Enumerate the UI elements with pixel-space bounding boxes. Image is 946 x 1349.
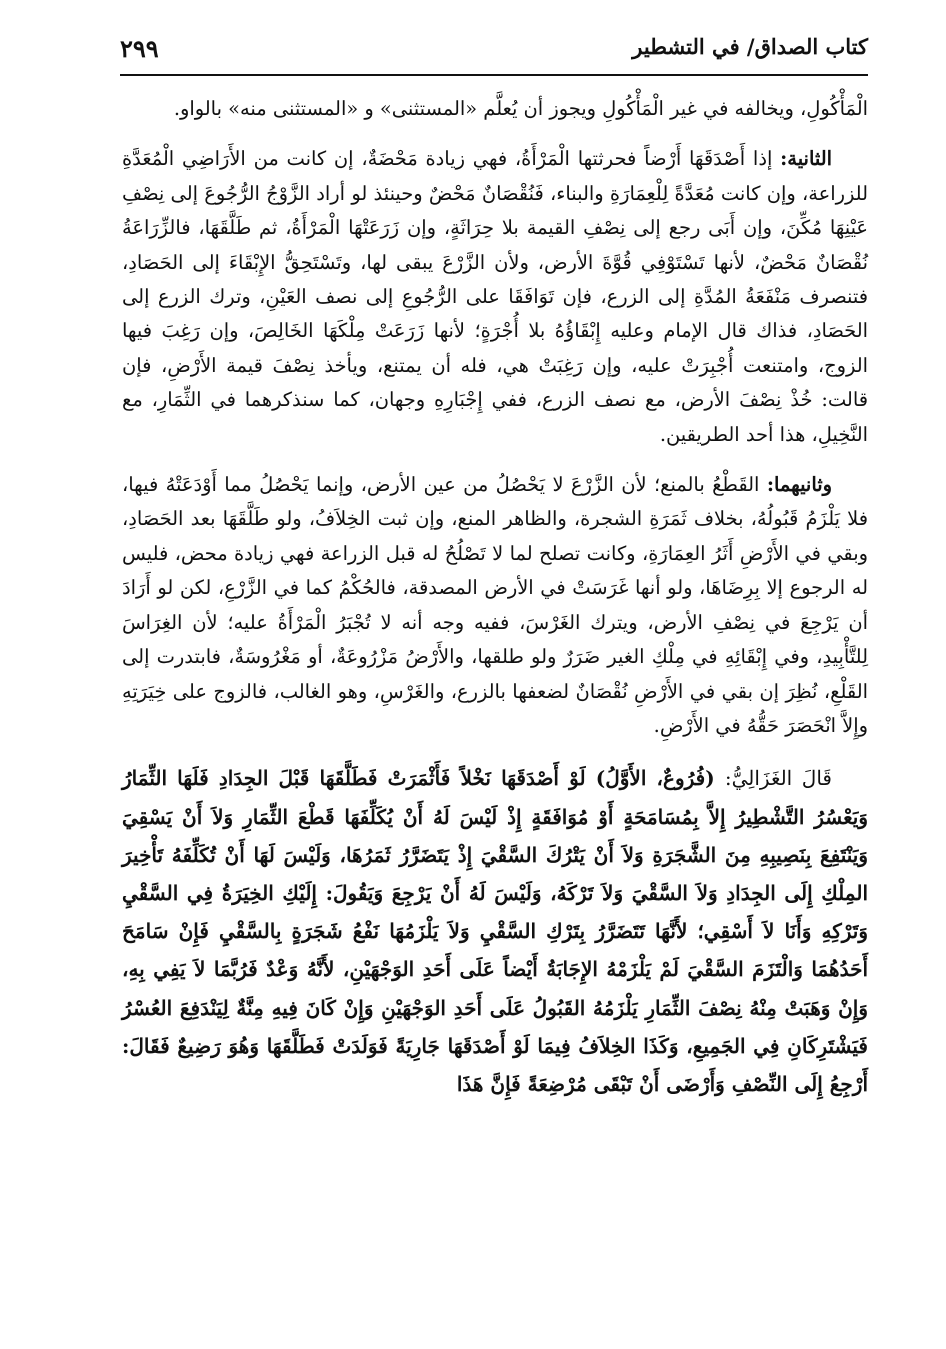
paragraph-second-method bbox=[122, 468, 868, 743]
paragraph-gap bbox=[122, 126, 868, 142]
paragraph-text: (فُرُوعٌ، الأَوَّلُ) لَوْ أَصْدَقَهَا نَخْلاً فَأَثْمَرَتْ فَطَلَّقَهَا قَبْلَ الجِدَادِ فَلَهَا الثِّمَارُ وَيَعْسُرُ التَّشْطِيرُ إِلاَّ بِمُسَامَحَةٍ أَوْ مُوَافَقَةٍ إِذْ لَيْسَ لَهُ أَنْ يُكَلِّفَهَا قَطْعَ الثِّمَارِ وَلاَ أَنْ يَسْقِيَ وَيَنْتَفِعَ بِنَصِيبِهِ مِنَ الشَّجَرَةِ وَلاَ أَنْ يَتْرُكَ السَّقْيَ إِذْ يَتَضَرَّرُ ثَمَرُهَا، وَلَيْسَ لَهَا أَنْ تُكَلِّفَهُ تَأْخِيرَ المِلْكِ إِلَى الجِدَادِ وَلاَ السَّقْيَ وَلاَ تَرْكَهُ، وَلَيْسَ لَهُ أَنْ يَرْجِعَ وَيَقُولَ: إِلَيْكِ الخِيَرَةُ فِي السَّقْيِ وَتَرْكِهِ وَأَنَا لاَ أَسْقِي؛ لأَنَّهَا تَتَضَرَّرُ بِتَرْكِ السَّقْيِ وَلاَ يَلْزَمُهَا نَفْعُ شَجَرَةٍ بِالسَّقْيِ فَإِنْ سَامَحَ أَحَدُهُمَا وَالْتَزَمَ السَّقْيَ لَمْ يَلْزَمْهُ الإِجَابَةُ أَيْضاً عَلَى أَحَدِ الوَجْهَيْنِ، لأَنَّهُ وَعْدٌ فَرُبَّمَا لاَ يَفِي بِهِ، وَإِنْ وَهَبَتْ مِنْهُ نِصْفَ الثِّمَارِ يَلْزَمُهُ القَبُولُ عَلَى أَحَدِ الوَجْهَيْنِ وَإِنْ كَانَ فِيهِ مِنَّةٌ لِيَنْدَفِعَ العُسْرُ فَيَشْتَرِكَانِ فِي الجَمِيعِ، وَكَذَا الخِلاَفُ فِيمَا لَوْ أَصْدَقَهَا جَارِيَةً فَوَلَدَتْ فَطَلَّقَهَا وَهُوَ رَضِيعٌ فَقَالَ: أَرْجِعُ إِلَى النِّصْفِ وَأَرْضَى أَنْ تَبْقَى مُرْضِعَةً فَإِنَّ هَذَا bbox=[122, 766, 868, 1096]
paragraph-lead: وثانيهما: bbox=[766, 473, 832, 497]
page-number: ٢٩٩ bbox=[120, 34, 159, 63]
page-header bbox=[120, 30, 868, 76]
paragraph-text: الْمَأْكُولِ، ويخالفه في غير الْمَأْكُولِ ويجوز أن يُعلَّم «المستثنى» و «المستثنى منه» بالواو. bbox=[173, 97, 868, 120]
paragraph-continuation bbox=[122, 92, 868, 126]
paragraph-gap bbox=[122, 452, 868, 468]
paragraph-lead: الثانية: bbox=[780, 147, 832, 171]
paragraph-lead: قَالَ الغَزَالِيُّ: bbox=[724, 766, 832, 791]
paragraph-gap bbox=[122, 743, 868, 759]
page-body bbox=[122, 92, 868, 1103]
running-title: كتاب الصداق/ في التشطير bbox=[632, 34, 868, 59]
paragraph-text: إذا أَصْدَقَهَا أَرْضاً فحرثتها الْمَرْأَةُ، فهي زيادة مَحْضَةٌ، إن كانت من الأَرَاضِي الْمُعَدَّةِ للزراعة، وإن كانت مُعَدَّةً لِلْعِمَارَةِ والبناء، فَنُقْصَانٌ مَحْضٌ وحينئذ لو أراد الزَّوْجُ الرُّجُوعَ إلى نِصْفِ عَيْنِهَا مُكِّنَ، وإن أَبَى رجع إلى نِصْفِ القيمة بلا حِرَاثَةٍ، وإن زَرَعَتْهَا الْمَرْأَةُ، ثم طَلَّقَهَا، فالزِّرَاعَةُ نُقْصَانٌ مَحْضٌ، لأنها تَسْتَوْفِي قُوَّةَ الأرض، ولأن الزَّرْعَ يبقى لها، وتَسْتَحِقُّ الإِبْقَاءَ إلى الحَصَادِ، فتنصرف مَنْفَعَةُ المُدَّةِ إلى الزرع، فإن تَوَافَقَا على الرُّجُوعِ إلى نصف العَيْنِ، وترك الزرع إلى الحَصَادِ، فذاك قال الإمام وعليه إِبْقَاؤُهُ بلا أُجْرَةٍ؛ لأنها زَرَعَتْ مِلْكَهَا الخَالِصَ، وإن رَغِبَ فيها الزوج، وامتنعت أُجْبِرَتْ عليه، وإن رَغِبَتْ هي، فله أن يمتنع، ويأخذ نِصْفَ قيمة الأَرْضِ، فإن قالت: خُذْ نِصْفَ الأرض، مع نصف الزرع، ففي إِجْبَارِهِ وجهان، كما سنذكرهما في الثِّمَارِ، مع النَّخِيلِ، هذا أحد الطريقين. bbox=[122, 147, 868, 446]
paragraph-text: القَطْعُ بالمنع؛ لأن الزَّرْعَ لا يَحْصُلُ من عين الأرض، وإنما يَحْصُلُ مما أَوْدَعَتْهُ فيها، فلا يَلْزَمُ قَبُولُهُ، بخلاف ثَمَرَةِ الشجرة، والظاهر المنع، وإن ثبت الخِلاَفُ، ولو طَلَّقَهَا بعد الحَصَادِ، وبقي في الأَرْضِ أَثَرُ العِمَارَةِ، وكانت تصلح لما لا تَصْلُحُ له قبل الزراعة فهي زيادة محض، فليس له الرجوع إلا بِرِضَاهَا، ولو أنها غَرَسَتْ في الأرض المصدقة، فالحُكْمُ كما في الزَّرْعِ، لكن لو أَرَادَ أن يَرْجِعَ في نِصْفِ الأرض، ويترك الغَرْسَ، ففيه وجه أنه لا تُجْبَرُ الْمَرْأَةُ عليه؛ لأن الغِرَاسَ لِلتَّأْبِيدِ، وفي إِبْقَائِهِ في مِلْكِ الغير ضَرَرٌ ولو طلقها، والأَرْضُ مَزْرُوعَةٌ، أو مَغْرُوسَةٌ، فابتدرت إلى القَلْعِ، نُظِرَ إن بقي في الأَرْضِ نُقْصَانٌ لضعفها بالزرع، والغَرْسِ، وهو الغالب، فالزوج على خِيَرَتِهِ وإِلاَّ انْحَصَرَ حَقُّهُ في الأَرْضِ. bbox=[122, 473, 868, 737]
paragraph-ghazali-quote bbox=[122, 759, 868, 1103]
paragraph-second-issue bbox=[122, 142, 868, 452]
